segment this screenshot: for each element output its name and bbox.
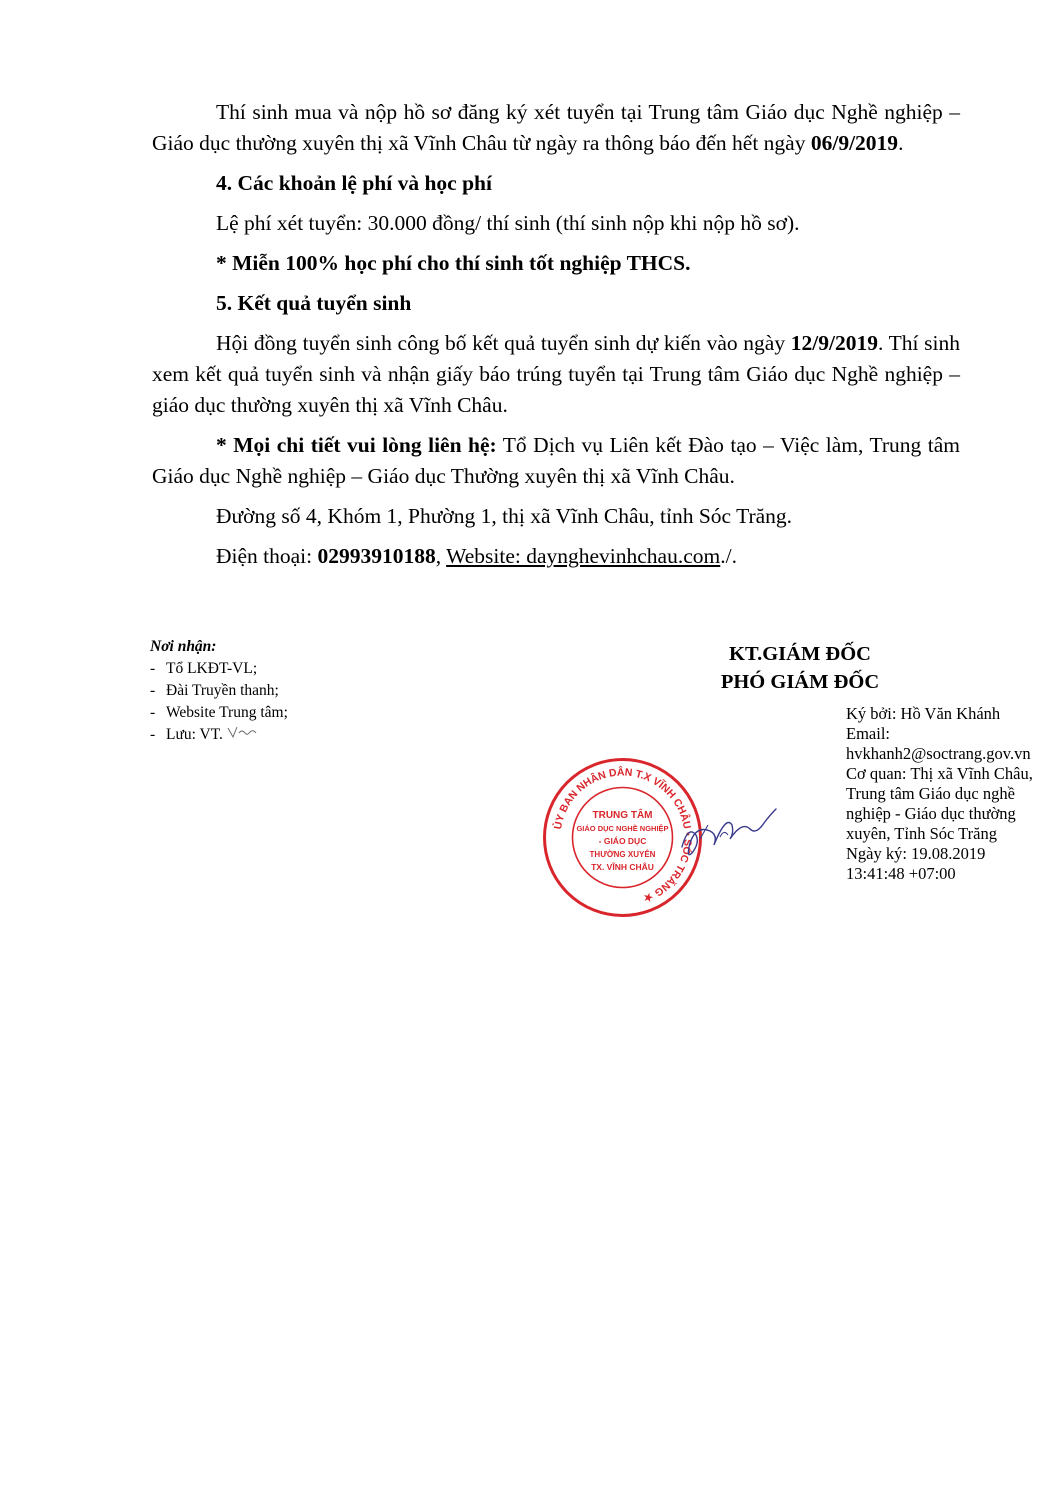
- signature-title-block: [660, 640, 940, 696]
- result-paragraph: [152, 328, 960, 421]
- phone-number: 02993910188: [317, 544, 436, 568]
- email-label: Email:: [846, 724, 890, 743]
- signer-agency: Cơ quan: Thị xã Vĩnh Châu, Trung tâm Giáo dục nghề nghiệp - Giáo dục thường xuyên, Tỉnh Sóc Trăng: [846, 764, 1033, 843]
- signer-role-line2: PHÓ GIÁM ĐỐC: [720, 671, 880, 693]
- recipient-item: - Website Trung tâm;: [150, 704, 288, 721]
- exemption-paragraph: * Miễn 100% học phí cho thí sinh tốt nghiệp THCS.: [216, 251, 691, 275]
- signer-email: hvkhanh2@soctrang.gov.vn: [846, 744, 1031, 763]
- address-paragraph: Đường số 4, Khóm 1, Phường 1, thị xã Vĩnh Châu, tỉnh Sóc Trăng.: [216, 504, 793, 528]
- document-body: [152, 97, 960, 581]
- submission-paragraph: [152, 97, 960, 159]
- submission-end: .: [898, 131, 904, 155]
- phone-paragraph: [152, 541, 960, 572]
- result-text: Hội đồng tuyển sinh công bố kết quả tuyển sinh dự kiến vào ngày: [216, 331, 791, 355]
- svg-text:TX. VĨNH CHÂU: TX. VĨNH CHÂU: [591, 862, 654, 872]
- signer-role-line1: KT.GIÁM ĐỐC: [729, 643, 871, 665]
- recipient-item: - Lưu: VT.: [150, 724, 410, 747]
- svg-text:GIÁO DỤC NGHỀ NGHIỆP: GIÁO DỤC NGHỀ NGHIỆP: [576, 824, 669, 833]
- phone-label: Điện thoại:: [216, 544, 318, 568]
- recipients-list: [150, 658, 410, 747]
- svg-text:THƯỜNG XUYÊN: THƯỜNG XUYÊN: [589, 850, 656, 859]
- deadline-date: 06/9/2019: [810, 131, 899, 155]
- phone-sep: ,: [435, 544, 447, 568]
- result-text-cont: . Thí sinh xem kết quả tuyển sinh và nhận giấy báo trúng tuyển tại Trung tâm Giáo dục Nghề nghiệp – giáo dục thường xuyên thị xã Vĩnh Châu.: [152, 331, 960, 417]
- website-link[interactable]: Website: daynghevinhchau.com: [446, 544, 721, 568]
- contact-text: Tổ Dịch vụ Liên kết Đào tạo – Việc làm, Trung tâm Giáo dục Nghề nghiệp – Giáo dục Thường xuyên thị xã Vĩnh Châu.: [152, 433, 960, 488]
- recipient-item: - Tổ LKĐT-VL;: [150, 660, 258, 677]
- initials-mark: [226, 724, 258, 747]
- recipient-item: - Đài Truyền thanh;: [150, 682, 279, 699]
- contact-paragraph: [152, 430, 960, 492]
- svg-text:ỦY BAN NHÂN DÂN T.X VĨNH CHÂU: ỦY BAN NHÂN DÂN T.X VĨNH CHÂU • SÓC TRĂNG ★: [552, 766, 694, 905]
- result-date: 12/9/2019: [790, 331, 878, 355]
- digital-signature-info: [846, 704, 1036, 884]
- recipients-title: Nơi nhận:: [150, 638, 217, 655]
- website-end: ./.: [720, 544, 737, 568]
- handwritten-signature-icon: [660, 795, 780, 865]
- recipients-block: [150, 636, 410, 747]
- submission-text: Thí sinh mua và nộp hồ sơ đăng ký xét tuyển tại Trung tâm Giáo dục Nghề nghiệp – Giáo dục thường xuyên thị xã Vĩnh Châu từ ngày ra thông báo đến hết ngày: [152, 100, 960, 155]
- sign-date: Ngày ký: 19.08.2019 13:41:48 +07:00: [846, 844, 986, 883]
- section-5-heading: 5. Kết quả tuyển sinh: [216, 291, 412, 315]
- svg-text:- GIÁO DỤC: - GIÁO DỤC: [598, 836, 647, 846]
- contact-label: * Mọi chi tiết vui lòng liên hệ:: [216, 433, 497, 457]
- svg-text:TRUNG TÂM: TRUNG TÂM: [592, 810, 653, 821]
- fee-paragraph: Lệ phí xét tuyển: 30.000 đồng/ thí sinh (thí sinh nộp khi nộp hồ sơ).: [216, 211, 800, 235]
- signed-by: Ký bởi: Hồ Văn Khánh: [846, 704, 1001, 723]
- section-4-heading: 4. Các khoản lệ phí và học phí: [216, 171, 492, 195]
